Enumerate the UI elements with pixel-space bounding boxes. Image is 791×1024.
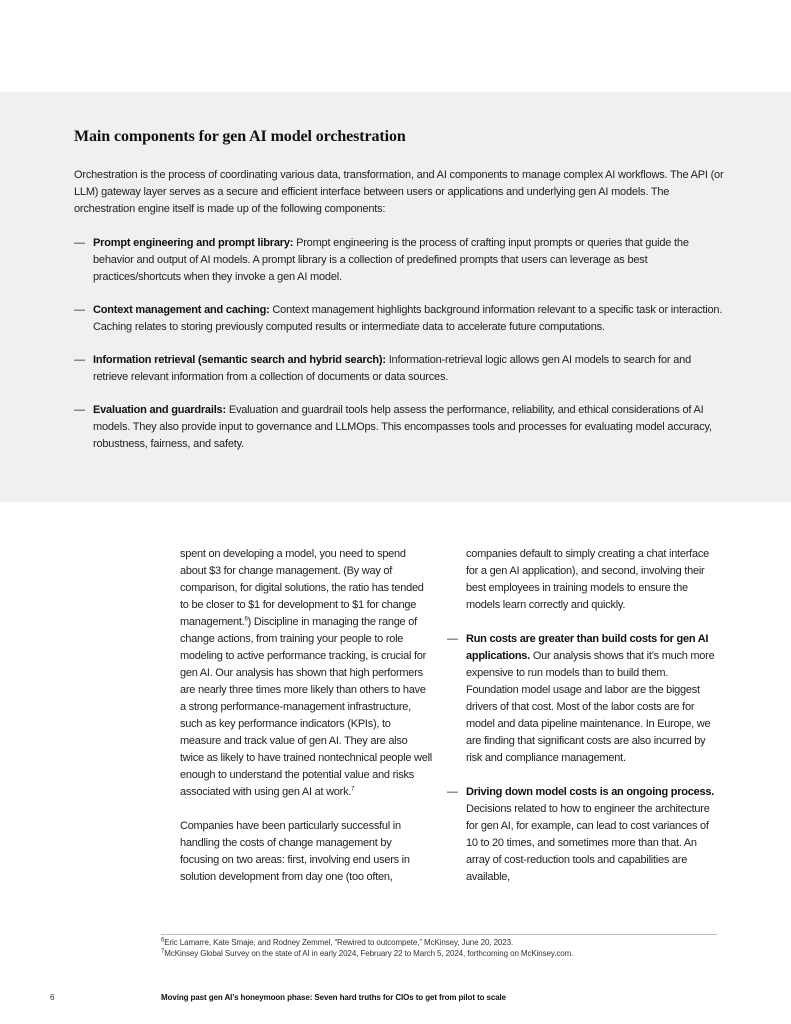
item-term: Information retrieval (semantic search and hybrid search): [93, 354, 386, 366]
footnote [161, 948, 761, 959]
item-text: Prompt engineering is the process of crafting input prompts or queries that guide the behavior and output of AI models. A prompt library is a collection of predefined prompts that users can leverage as best practices/shortcuts when they invoke a gen AI model. [93, 237, 689, 283]
body-column-left [180, 546, 432, 886]
item-text: Decisions related to how to engineer the architecture for gen AI, for example, can lead to cost variances of 10 to 20 times, and sometimes more than that. An array of cost-reduction tools and capabilities are available, [466, 803, 710, 883]
footnote-divider [161, 934, 717, 935]
item-text: Information-retrieval logic allows gen AI models to search for and retrieve relevant information from a collection of documents or data sources. [93, 354, 691, 383]
page-number: 6 [50, 993, 55, 1002]
list-item [74, 352, 726, 386]
dash-marker: — [74, 304, 85, 316]
item-term: Evaluation and guardrails: [93, 404, 226, 416]
components-list [74, 235, 726, 453]
item-text: Our analysis shows that it’s much more expensive to run models than to build them. Foundation model usage and labor are the biggest drivers of that cost. Most of the labor costs are for model and data pipeline maintenance. In Europe, we are finding that significant costs are also incurred by risk and compliance management. [466, 650, 715, 764]
item-term: Prompt engineering and prompt library: [93, 237, 294, 249]
list-item [74, 235, 726, 286]
item-term: Run costs are greater than build costs for gen AI applications. [466, 633, 709, 662]
footnote-text: Eric Lamarre, Kate Smaje, and Rodney Zemmel, “Rewired to outcompete,” McKinsey, June 20, 2023. [164, 938, 514, 947]
footnote-number: 7 [161, 948, 165, 955]
sidebar-title: Main components for gen AI model orchestration [74, 128, 406, 145]
body-column-right [447, 546, 723, 886]
text-run: spent on developing a model, you need to spend about $3 for change management. (By way of comparison, for digital solutions, the ratio has tended to be closer to $1 for development to $1 for change management. [180, 548, 424, 628]
footnotes [161, 937, 761, 959]
body-paragraph: Companies have been particularly successful in handling the costs of change management by focusing on two areas: first, involving end users in solution development from day one (too often, [180, 820, 410, 883]
body-paragraph [180, 546, 432, 801]
footnote [161, 937, 761, 948]
dash-marker: — [74, 404, 85, 416]
text-run: ) Discipline in managing the range of change actions, from training your people to role modeling to active performance tracking, is crucial for gen AI. Our analysis has shown that high performers are nearly three times more likely than others to have a strong performance-management infrastructure, such as key performance indicators (KPIs), to measure and track value of gen AI. They are also twice as likely to have trained nontechnical people well enough to understand the potential value and risks associated with using gen AI at work. [180, 616, 432, 798]
dash-marker: — [74, 354, 85, 366]
dash-marker: — [447, 633, 458, 645]
item-term: Context management and caching: [93, 304, 270, 316]
item-text: Context management highlights background information relevant to a specific task or interaction. Caching relates to storing previously computed results or intermediate data to accelerate future computations. [93, 304, 723, 333]
list-item [447, 784, 723, 886]
sidebar-intro: Orchestration is the process of coordinating various data, transformation, and AI components to manage complex AI workflows. The API (or LLM) gateway layer serves as a secure and efficient interface between users or applications and underlying gen AI models. The orchestration engine itself is made up of the following components: [74, 169, 724, 215]
list-item [74, 302, 726, 336]
item-term: Driving down model costs is an ongoing process. [466, 786, 715, 798]
dash-marker: — [74, 237, 85, 249]
footnote-text: McKinsey Global Survey on the state of AI in early 2024, February 22 to March 5, 2024, forthcoming on McKinsey.com. [164, 949, 574, 958]
list-item [447, 631, 723, 767]
running-title: Moving past gen AI’s honeymoon phase: Seven hard truths for CIOs to get from pilot to scale [161, 993, 507, 1002]
footnote-number: 6 [161, 937, 165, 944]
body-paragraph: companies default to simply creating a chat interface for a gen AI application), and second, involving their best employees in training models to ensure the models learn correctly and quickly. [466, 548, 709, 611]
footnote-ref: 7 [351, 786, 355, 793]
list-item [74, 402, 726, 453]
footnote-ref: 6 [244, 616, 248, 623]
dash-marker: — [447, 786, 458, 798]
item-text: Evaluation and guardrail tools help assess the performance, reliability, and ethical considerations of AI models. They also provide input to governance and LLMOps. This encompasses tools and processes for evaluating model accuracy, robustness, fairness, and safety. [93, 404, 712, 450]
